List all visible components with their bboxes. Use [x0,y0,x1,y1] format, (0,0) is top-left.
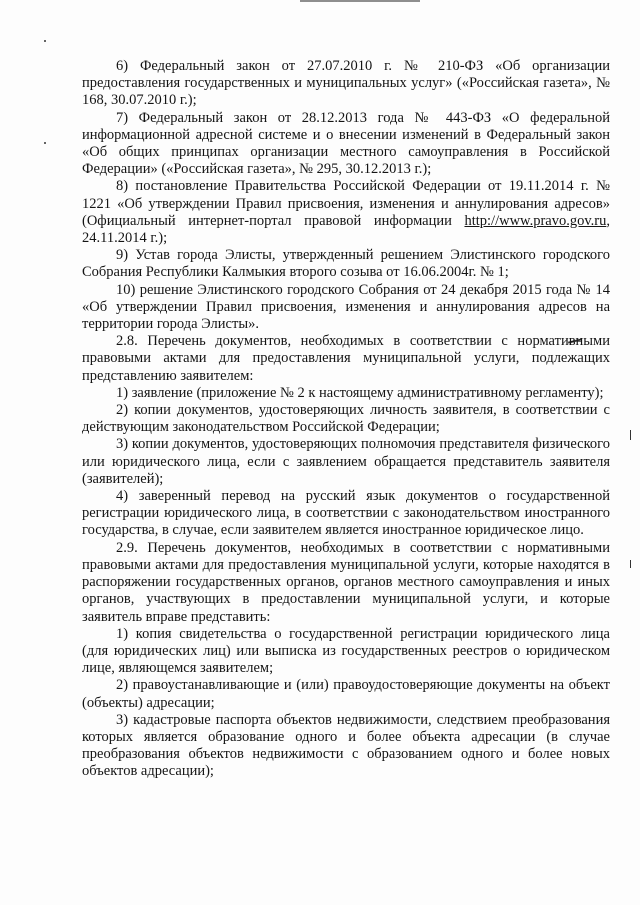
legal-basis-item-8-date: , 24.11.2014 г.); [82,212,610,247]
scan-right-edge-mark [630,560,631,568]
section-2-8-heading: 2.8. Перечень документов, необходимых в соответствии с нормативными правовыми актами для предоставления муниципальной услуги, подлежащих представлению заявителем: [82,333,610,384]
legal-basis-item-10: 10) решение Элистинского городского Собрания от 24 декабря 2015 года № 14 «Об утверждении Правил присвоения, изменения и аннулирования адресов на территории города Элисты». [82,281,610,333]
scan-speck [44,142,46,144]
scan-right-edge-mark [630,430,631,440]
section-2-9-heading: 2.9. Перечень документов, необходимых в соответствии с нормативными правовыми актами для предоставления муниципальной услуги, которые находятся в распоряжении государственных органов, органов местного самоуправления и иных органов, участвующих в предоставлении муниципальной услуги, и которые заявитель вправе представить: [82,539,610,625]
required-document-4: 4) заверенный перевод на русский язык документов о государственной регистрации юридического лица, в соответствии с законодательством иностранного государства, в случае, если заявителем является иностранное юридическое лицо. [82,488,610,539]
optional-document-3: 3) кадастровые паспорта объектов недвижимости, следствием преобразования которых является образование одного и более объекта адресации (в случае преобразования объектов недвижимости с образованием одного и более новых объектов адресации); [82,711,610,780]
pravo-portal-link[interactable]: http://www.pravo.gov.ru [464,212,607,229]
legal-basis-item-8-text: 8) постановление Правительства Российской Федерации от 19.11.2014 г. № 1221 «Об утверждении Правил присвоения, изменения и аннулирования адресов» (Официальный интернет-портал правовой информации [82,178,610,229]
required-document-2: 2) копии документов, удостоверяющих личность заявителя, в соответствии с действующим законодательством Российской Федерации; [82,402,610,436]
required-document-1: 1) заявление (приложение № 2 к настоящему административному регламенту); [116,384,604,401]
legal-basis-item-8 [82,178,610,247]
optional-document-1: 1) копия свидетельства о государственной регистрации юридического лица (для юридических лиц) или выписка из государственных реестров о юридическом лице, являющемся заявителем; [82,625,610,677]
scan-top-edge-mark [300,0,420,2]
scan-speck [44,40,46,42]
legal-basis-item-9: 9) Устав города Элисты, утвержденный решением Элистинского городского Собрания Республики Калмыкия второго созыва от 16.06.2004г. № 1; [82,247,610,281]
legal-basis-item-6: 6) Федеральный закон от 27.07.2010 г. № 210-ФЗ «Об организации предоставления государственных и муниципальных услуг» («Российская газета», № 168, 30.07.2010 г.); [82,58,610,109]
legal-basis-item-7: 7) Федеральный закон от 28.12.2013 года № 443-ФЗ «О федеральной информационной адресной системе и о внесении изменений в Федеральный закон «Об общих принципах организации местного самоуправления в Российской Федерации» («Российская газета», № 295, 30.12.2013 г.); [82,109,610,178]
optional-document-2: 2) правоустанавливающие и (или) правоудостоверяющие документы на объект (объекты) адресации; [82,677,610,711]
document-body [82,58,610,781]
required-document-3: 3) копии документов, удостоверяющих полномочия представителя физического или юридического лица, если с заявлением обращается представитель заявителя (заявителей); [82,436,610,487]
